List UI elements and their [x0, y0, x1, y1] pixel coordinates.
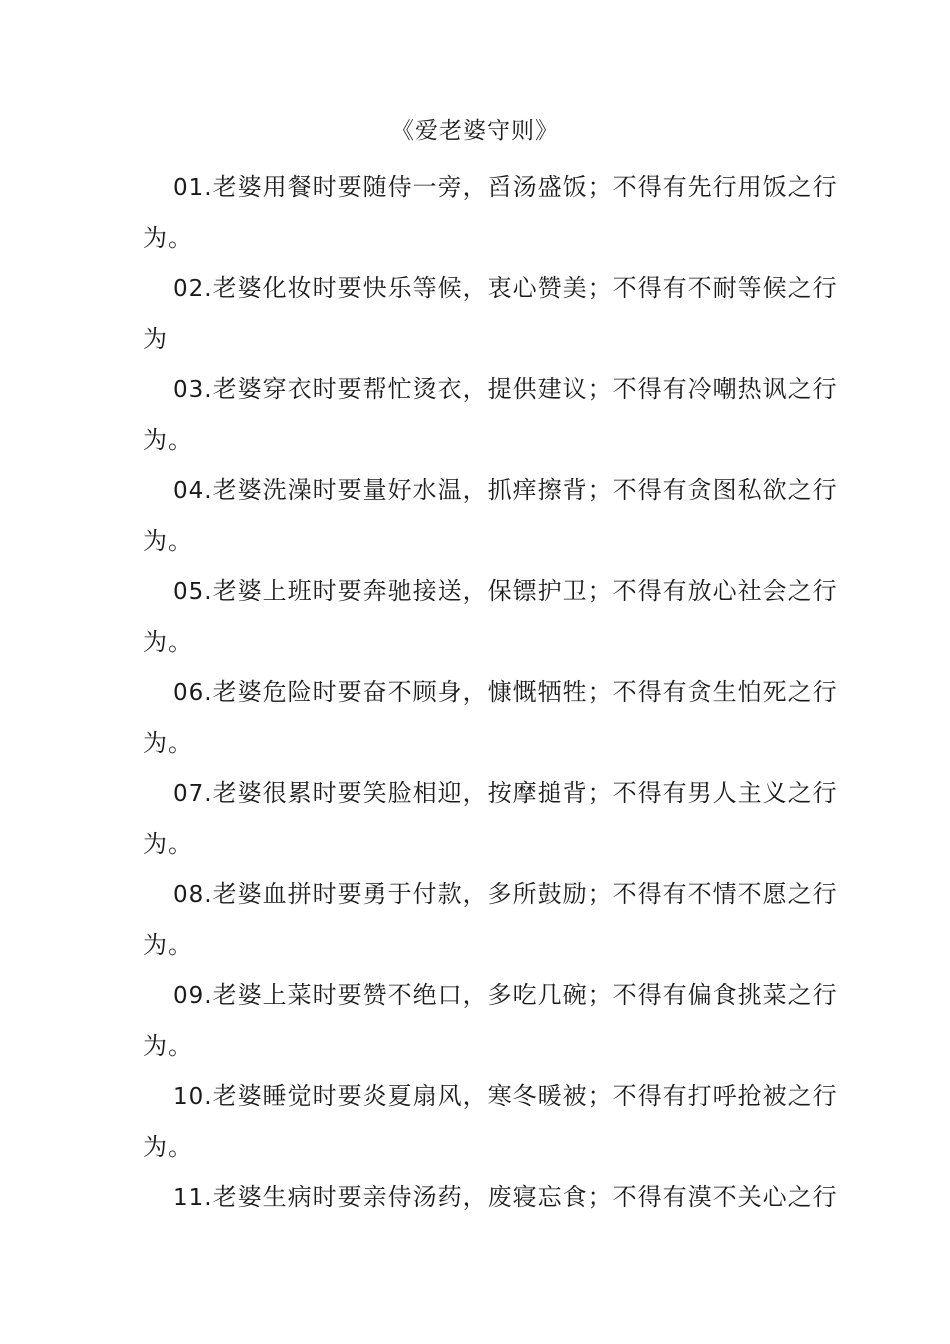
rule-text: 老婆穿衣时要帮忙烫衣，提供建议；不得有冷嘲热讽之行: [212, 375, 838, 403]
rule-number: 04.: [173, 478, 213, 504]
rule-number: 03.: [173, 377, 213, 403]
rule-item: [143, 162, 838, 263]
rule-item: [143, 1071, 838, 1172]
rule-item: [143, 364, 838, 465]
rule-number: 11.: [173, 1185, 213, 1211]
rule-item: [143, 768, 838, 869]
rule-text: 老婆生病时要亲侍汤药，废寝忘食；不得有漠不关心之行: [212, 1183, 838, 1211]
rule-number: 05.: [173, 579, 213, 605]
rule-text: 老婆化妆时要快乐等候，衷心赞美；不得有不耐等候之行: [212, 274, 838, 302]
rule-text-continuation: 为。: [143, 527, 193, 555]
rule-item: [143, 465, 838, 566]
rule-text: 老婆用餐时要随侍一旁，舀汤盛饭；不得有先行用饭之行: [212, 173, 838, 201]
rule-number: 07.: [173, 781, 213, 807]
rule-item: [143, 566, 838, 667]
rule-text: 老婆危险时要奋不顾身，慷慨牺牲；不得有贪生怕死之行: [212, 678, 838, 706]
rule-text-continuation: 为。: [143, 1032, 193, 1060]
rule-item: [143, 667, 838, 768]
rule-text: 老婆洗澡时要量好水温，抓痒擦背；不得有贪图私欲之行: [212, 476, 838, 504]
rule-number: 01.: [173, 175, 213, 201]
rule-number: 09.: [173, 983, 213, 1009]
rule-number: 10.: [173, 1084, 213, 1110]
rule-item: [143, 869, 838, 970]
rule-text-continuation: 为。: [143, 426, 193, 454]
rule-item: [143, 970, 838, 1071]
rule-text-continuation: 为: [143, 325, 168, 353]
rule-item: [143, 1172, 838, 1223]
rule-item: [143, 263, 838, 364]
rule-number: 06.: [173, 680, 213, 706]
rule-text-continuation: 为。: [143, 628, 193, 656]
rule-number: 08.: [173, 882, 213, 908]
rule-text: 老婆血拼时要勇于付款，多所鼓励；不得有不情不愿之行: [212, 880, 838, 908]
document-title: 《爱老婆守则》: [391, 118, 559, 144]
rules-list: [143, 162, 838, 1223]
rule-text-continuation: 为。: [143, 1133, 193, 1161]
rule-text-continuation: 为。: [143, 830, 193, 858]
rule-text: 老婆上班时要奔驰接送，保镖护卫；不得有放心社会之行: [212, 577, 838, 605]
rule-text-continuation: 为。: [143, 729, 193, 757]
rule-number: 02.: [173, 276, 213, 302]
rule-text-continuation: 为。: [143, 224, 193, 252]
rule-text: 老婆睡觉时要炎夏扇风，寒冬暖被；不得有打呼抢被之行: [212, 1082, 838, 1110]
rule-text: 老婆上菜时要赞不绝口，多吃几碗；不得有偏食挑菜之行: [212, 981, 838, 1009]
rule-text: 老婆很累时要笑脸相迎，按摩搥背；不得有男人主义之行: [212, 779, 838, 807]
rule-text-continuation: 为。: [143, 931, 193, 959]
